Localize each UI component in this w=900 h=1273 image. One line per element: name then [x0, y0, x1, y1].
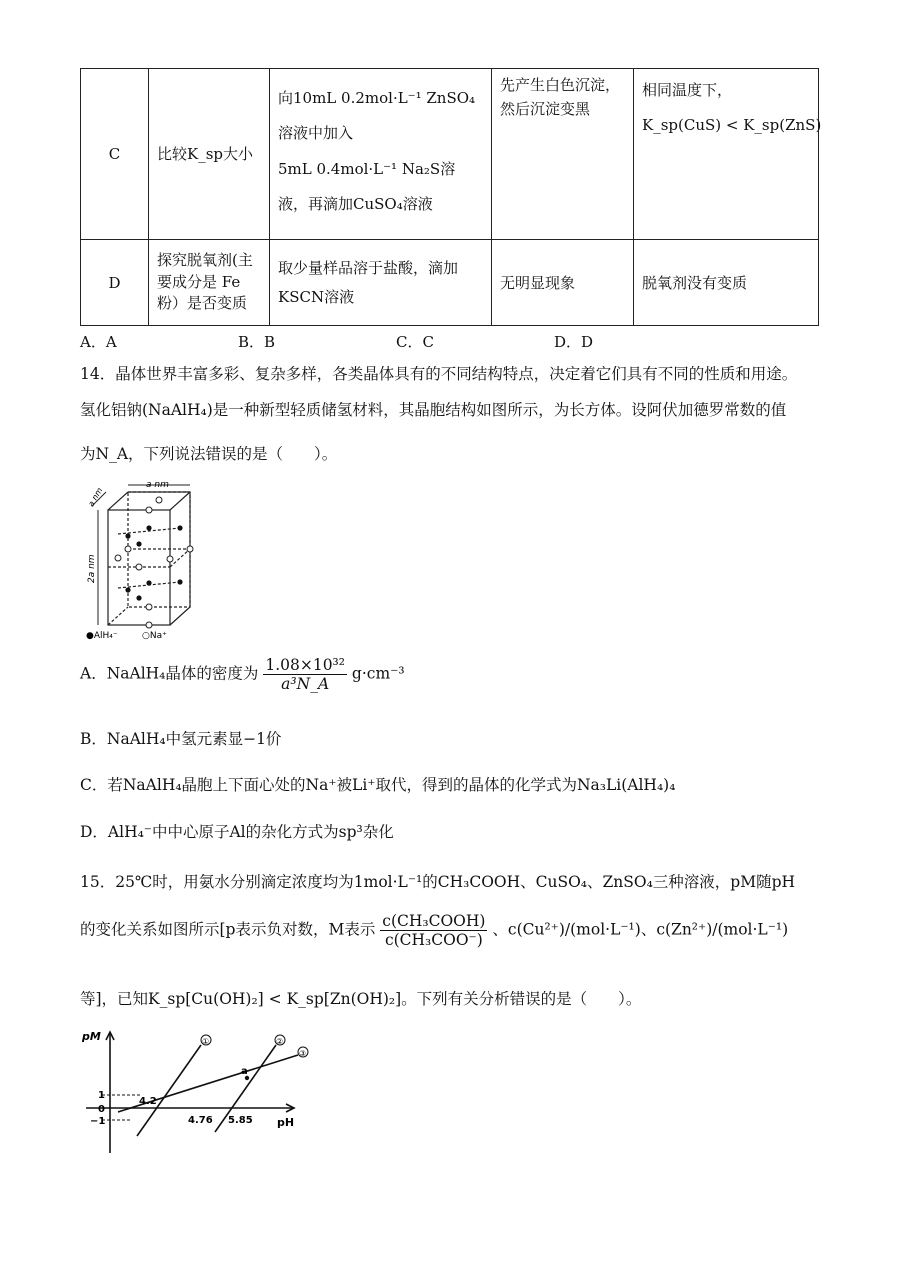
option-d[interactable]: D．D — [554, 333, 594, 351]
row-label: C — [81, 69, 149, 240]
x-axis-label: pH — [277, 1116, 295, 1129]
purpose-cell — [149, 240, 270, 326]
option-a-text: A．NaAlH₄晶体的密度为 — [80, 664, 259, 683]
q13-options — [0, 331, 900, 351]
phenomenon-line: 然后沉淀变黑 — [500, 100, 591, 118]
dim-a-top: a nm — [146, 480, 169, 490]
q15-stem-line2 — [80, 912, 788, 949]
dim-height: 2a nm — [87, 554, 97, 583]
operation-line: 取少量样品溶于盐酸，滴加 — [278, 259, 459, 277]
q14-stem-line2: 氢化铝钠(NaAlH₄)是一种新型轻质储氢材料，其晶胞结构如图所示，为长方体。设阿伏加德罗常数的值 — [80, 401, 787, 419]
table-row — [81, 240, 819, 326]
operation-cell — [270, 69, 492, 240]
conclusion-line: 脱氧剂没有变质 — [642, 273, 748, 292]
purpose-line: 探究脱氧剂(主 — [157, 250, 253, 269]
operation-line: 液，再滴加CuSO₄溶液 — [278, 194, 433, 213]
option-a[interactable]: A．A — [80, 333, 117, 351]
operation-line: 溶液中加入 — [278, 124, 354, 143]
density-fraction — [263, 656, 347, 693]
conclusion-cell — [634, 240, 819, 326]
crystal-cell-figure — [84, 478, 204, 640]
q14-option-c[interactable]: C．若NaAlH₄晶胞上下面心处的Na⁺被Li⁺取代，得到的晶体的化学式为Na₃Li(AlH₄)₄ — [80, 776, 676, 794]
legend-alh4: ●AlH₄⁻ — [86, 631, 118, 640]
operation-cell — [270, 240, 492, 326]
fraction-numerator: c(CH₃COOH) — [382, 912, 486, 930]
y-tick-neg1: −1 — [90, 1116, 106, 1127]
fraction-numerator: 1.08×10³² — [265, 656, 345, 674]
annotation-4-76: 4.76 — [188, 1115, 213, 1126]
phenomenon-line: 无明显现象 — [500, 273, 576, 292]
fraction-denominator: c(CH₃COO⁻) — [384, 931, 483, 949]
conclusion-line: K_sp(CuS) < K_sp(ZnS) — [642, 115, 822, 134]
phenomenon-cell — [492, 240, 634, 326]
q14-option-a[interactable] — [80, 656, 405, 693]
experiment-table — [80, 68, 822, 326]
phenomenon-line: 先产生白色沉淀， — [500, 76, 621, 94]
operation-line: 向10mL 0.2mol·L⁻¹ ZnSO₄ — [278, 89, 476, 107]
q15-stem-line1: 15．25℃时，用氨水分别滴定浓度均为1mol·L⁻¹的CH₃COOH、CuSO₄、ZnSO₄三种溶液，pM随pH — [80, 873, 796, 891]
q14-option-d[interactable]: D．AlH₄⁻中中心原子Al的杂化方式为sp³杂化 — [80, 823, 394, 841]
legend-na: ○Na⁺ — [142, 631, 167, 640]
row-label: D — [81, 240, 149, 326]
conclusion-line: 相同温度下， — [642, 81, 733, 99]
q15-stem-line3: 等]，已知K_sp[Cu(OH)₂] < K_sp[Zn(OH)₂]。下列有关分析错误的是（ ）。 — [80, 990, 642, 1008]
q14-stem-line1: 14．晶体世界丰富多彩、复杂多样，各类晶体具有的不同结构特点，决定着它们具有不同的性质和用途。 — [80, 365, 798, 383]
y-tick-0: 0 — [98, 1104, 105, 1115]
y-tick-1: 1 — [98, 1090, 105, 1101]
y-axis-label: pM — [82, 1030, 101, 1043]
phenomenon-cell — [492, 69, 634, 240]
stem-prefix: 的变化关系如图所示[p表示负对数，M表示 — [80, 920, 376, 939]
option-b[interactable]: B．B — [238, 333, 276, 351]
density-unit: g·cm⁻³ — [351, 664, 405, 683]
dim-a-side: a nm — [86, 486, 105, 509]
purpose-cell — [149, 69, 270, 240]
curve-label-3: ③ — [299, 1049, 307, 1058]
option-c[interactable]: C．C — [396, 333, 434, 351]
q14-option-b[interactable]: B．NaAlH₄中氢元素显−1价 — [80, 730, 282, 748]
conclusion-cell — [634, 69, 822, 240]
purpose-line: 要成分是 Fe — [157, 272, 241, 291]
annotation-a: a — [241, 1066, 248, 1077]
table-row — [81, 69, 819, 240]
pm-ph-graph — [80, 1028, 320, 1160]
stem-suffix: 、c(Cu²⁺)/(mol·L⁻¹)、c(Zn²⁺)/(mol·L⁻¹) — [492, 920, 789, 939]
operation-line: KSCN溶液 — [278, 287, 355, 306]
m-fraction — [380, 912, 487, 949]
purpose-line: 粉）是否变质 — [157, 294, 248, 313]
annotation-4-2: 4.2 — [139, 1096, 157, 1107]
fraction-denominator: a³N_A — [281, 675, 330, 693]
curve-label-1: ① — [202, 1037, 210, 1046]
operation-line: 5mL 0.4mol·L⁻¹ Na₂S溶 — [278, 159, 456, 178]
q14-stem-line3: 为N_A，下列说法错误的是（ ）。 — [80, 445, 338, 463]
curve-label-2: ② — [276, 1037, 284, 1046]
annotation-5-85: 5.85 — [228, 1115, 253, 1126]
purpose-text: 比较K_sp大小 — [157, 145, 254, 163]
